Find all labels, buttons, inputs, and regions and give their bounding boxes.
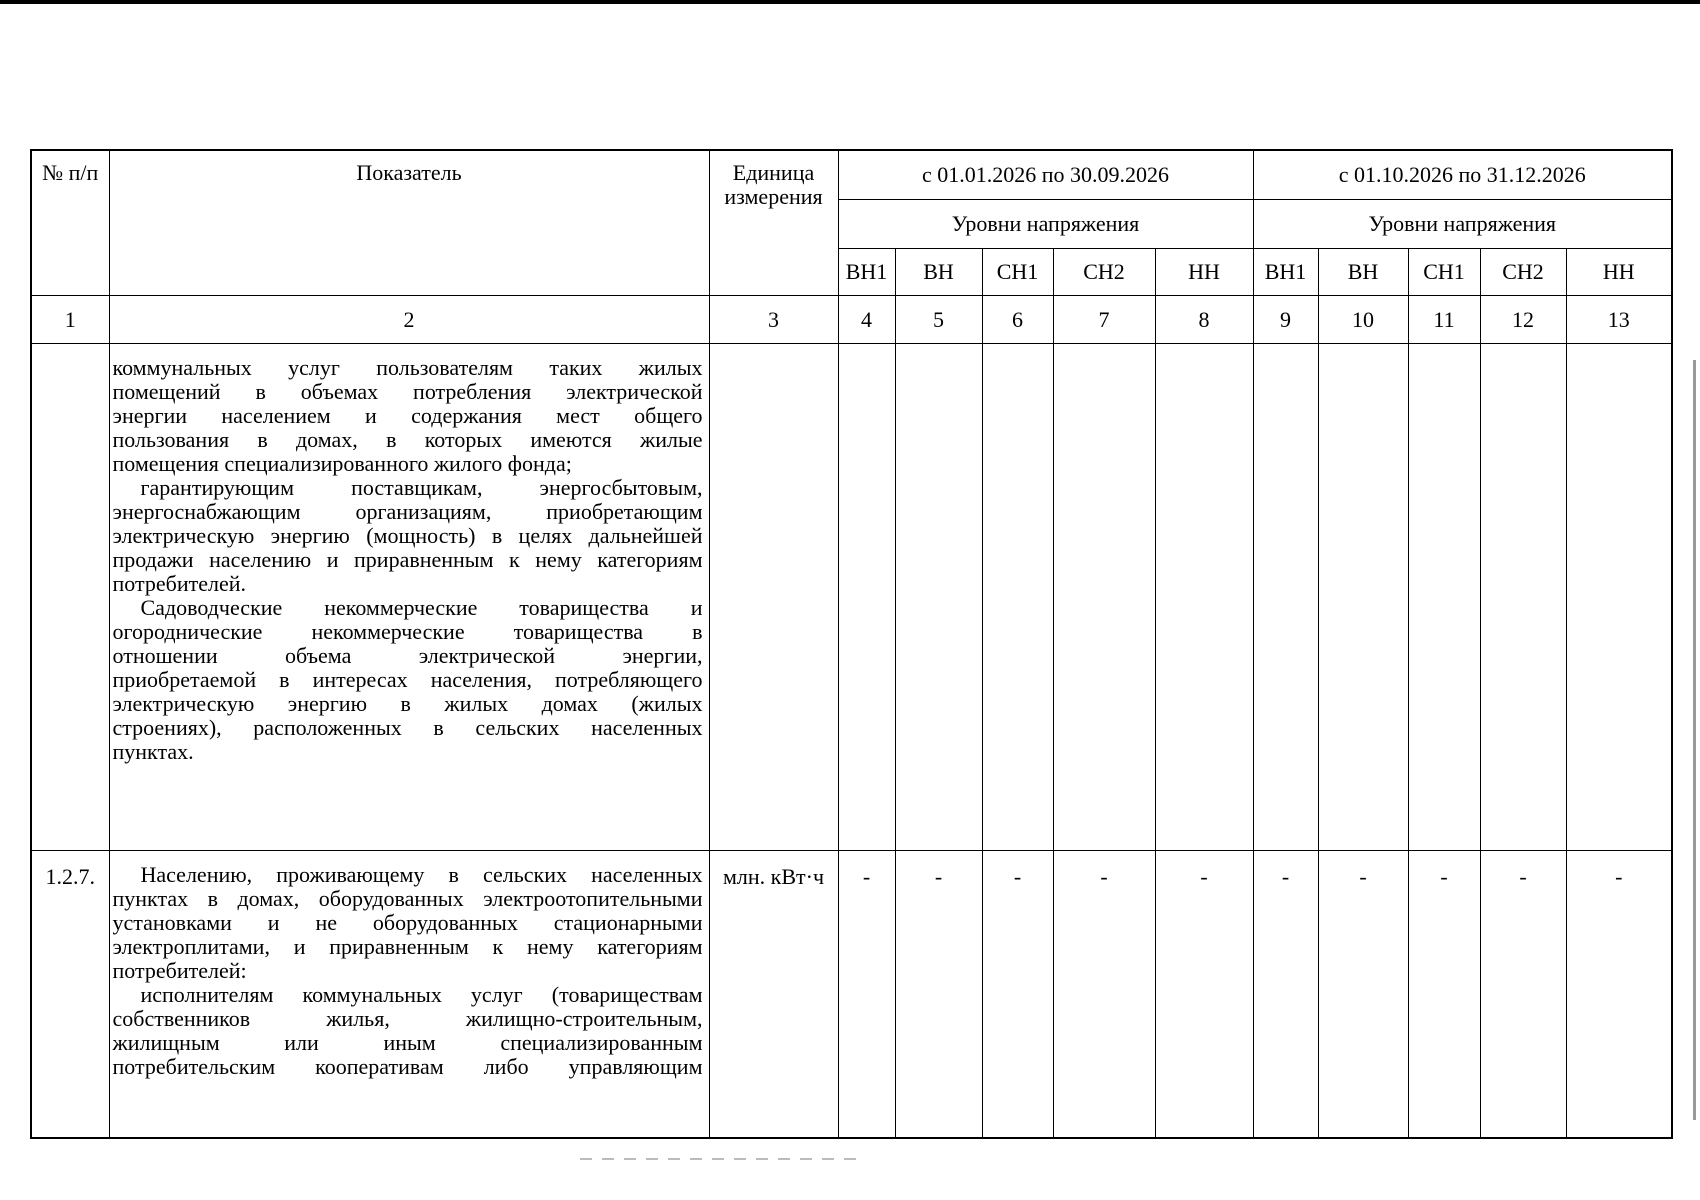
text-line: отношении объема электрической энергии, — [112, 643, 703, 668]
text-line: энергоснабжающим организациям, приобретающим — [112, 499, 703, 524]
row-indicator-text — [109, 851, 709, 1139]
value-cell — [982, 344, 1053, 851]
col-number: 2 — [109, 296, 709, 344]
table-row — [31, 344, 1672, 851]
scan-artifact — [580, 1158, 860, 1160]
row-code: 1.2.7. — [31, 851, 109, 1139]
col-number: 10 — [1318, 296, 1408, 344]
tariff-balance-table — [30, 149, 1673, 1139]
level-vn1-p2: ВН1 — [1253, 249, 1318, 296]
col-number: 12 — [1480, 296, 1566, 344]
level-nn-p1: НН — [1155, 249, 1253, 296]
level-sn2-p1: СН2 — [1053, 249, 1155, 296]
text-line: электрическую энергию (мощность) в целях дальнейшей — [112, 523, 703, 548]
text-line: установками и не оборудованных стационарными — [112, 910, 703, 935]
text-line: потребителей: — [112, 958, 247, 983]
col-number: 1 — [31, 296, 109, 344]
text-line: исполнителям коммунальных услуг (товариществам — [140, 982, 703, 1007]
scan-right-edge — [1693, 360, 1696, 1120]
header-period-1: с 01.01.2026 по 30.09.2026 — [838, 150, 1253, 200]
value-cell: - — [1053, 851, 1155, 1139]
text-line: помещений в объемах потребления электрической — [112, 379, 703, 404]
text-line: помещения специализированного жилого фонда; — [112, 451, 572, 476]
row-unit — [709, 344, 838, 851]
text-line: гарантирующим поставщикам, энергосбытовым, — [140, 475, 703, 500]
value-cell — [1480, 344, 1566, 851]
value-cell: - — [1566, 851, 1672, 1139]
row-indicator-text — [109, 344, 709, 851]
table-row — [31, 851, 1672, 1139]
text-line: собственников жилья, жилищно-строительным, — [112, 1006, 703, 1031]
value-cell — [1566, 344, 1672, 851]
value-cell: - — [982, 851, 1053, 1139]
level-sn2-p2: СН2 — [1480, 249, 1566, 296]
text-line: электроплитами, и приравненным к нему категориям — [112, 934, 703, 959]
value-cell — [1155, 344, 1253, 851]
text-line: потребительским кооперативам либо управляющим — [112, 1054, 703, 1079]
text-line: пунктах. — [112, 739, 194, 764]
col-number: 3 — [709, 296, 838, 344]
value-cell — [1053, 344, 1155, 851]
value-cell: - — [1155, 851, 1253, 1139]
level-vn-p2: ВН — [1318, 249, 1408, 296]
text-line: пользования в домах, в которых имеются жилые — [112, 427, 703, 452]
text-line: приобретаемой в интересах населения, потребляющего — [112, 667, 703, 692]
value-cell — [838, 344, 895, 851]
col-number: 13 — [1566, 296, 1672, 344]
text-line: огороднические некоммерческие товарищества в — [112, 619, 703, 644]
text-line: коммунальных услуг пользователям таких жилых — [112, 355, 703, 380]
text-line: энергии населением и содержания мест общего — [112, 403, 703, 428]
text-line: пунктах в домах, оборудованных электроотопительными — [112, 886, 703, 911]
text-line: жилищным или иным специализированным — [112, 1030, 703, 1055]
col-number: 4 — [838, 296, 895, 344]
col-number: 11 — [1408, 296, 1480, 344]
value-cell: - — [1253, 851, 1318, 1139]
col-number: 5 — [895, 296, 982, 344]
header-unit: Единица измерения — [709, 150, 838, 296]
value-cell: - — [1480, 851, 1566, 1139]
text-line: Садоводческие некоммерческие товарищества и — [140, 595, 703, 620]
value-cell — [1408, 344, 1480, 851]
row-unit: млн. кВт·ч — [709, 851, 838, 1139]
col-number: 9 — [1253, 296, 1318, 344]
value-cell: - — [838, 851, 895, 1139]
header-period-2: с 01.10.2026 по 31.12.2026 — [1253, 150, 1672, 200]
value-cell: - — [1318, 851, 1408, 1139]
header-indicator: Показатель — [109, 150, 709, 296]
value-cell — [895, 344, 982, 851]
text-line: строениях), расположенных в сельских населенных — [112, 715, 703, 740]
col-number: 6 — [982, 296, 1053, 344]
value-cell: - — [895, 851, 982, 1139]
row-code — [31, 344, 109, 851]
col-number: 8 — [1155, 296, 1253, 344]
level-vn-p1: ВН — [895, 249, 982, 296]
value-cell: - — [1408, 851, 1480, 1139]
level-vn1-p1: ВН1 — [838, 249, 895, 296]
col-number: 7 — [1053, 296, 1155, 344]
level-nn-p2: НН — [1566, 249, 1672, 296]
value-cell — [1318, 344, 1408, 851]
text-line: потребителей. — [112, 571, 246, 596]
value-cell — [1253, 344, 1318, 851]
text-line: Населению, проживающему в сельских населенных — [140, 862, 703, 887]
text-line: электрическую энергию в жилых домах (жилых — [112, 691, 703, 716]
text-line: продажи населению и приравненным к нему категориям — [112, 547, 703, 572]
scan-top-edge — [0, 0, 1700, 4]
header-num: № п/п — [31, 150, 109, 296]
level-sn1-p1: СН1 — [982, 249, 1053, 296]
header-levels-2: Уровни напряжения — [1253, 200, 1672, 249]
header-levels-1: Уровни напряжения — [838, 200, 1253, 249]
level-sn1-p2: СН1 — [1408, 249, 1480, 296]
